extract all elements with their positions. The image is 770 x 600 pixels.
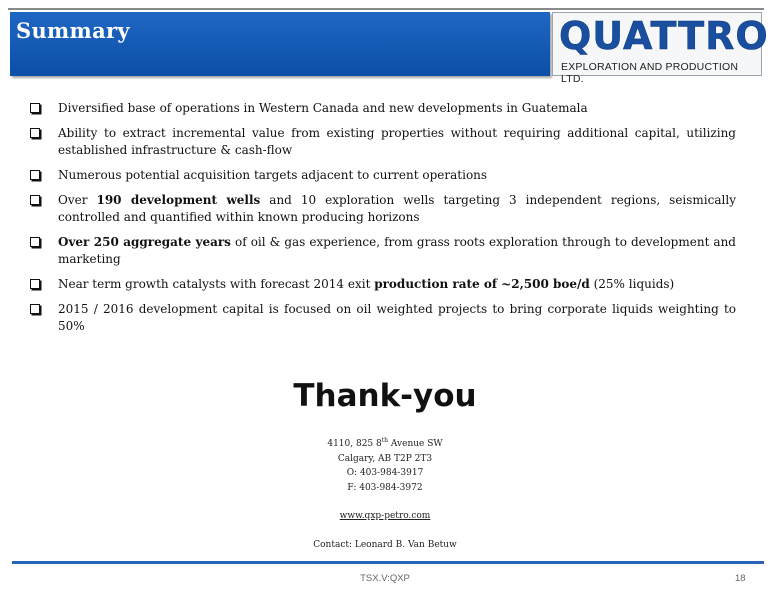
checkbox-bullet-icon <box>30 128 40 138</box>
top-rule <box>8 8 764 10</box>
bullet-item <box>28 276 736 293</box>
bullet-item <box>28 301 736 335</box>
checkbox-bullet-icon <box>30 237 40 247</box>
bullet-text: (25% liquids) <box>589 277 675 291</box>
bottom-rule <box>12 561 764 564</box>
bullet-item <box>28 100 736 117</box>
spacer <box>0 495 770 509</box>
bullet-text: Numerous potential acquisition targets adjacent to current operations <box>58 168 488 182</box>
contact-block <box>0 434 770 552</box>
header-bar <box>10 12 550 76</box>
bullet-emphasis: 190 development wells <box>96 193 261 207</box>
ordinal-suffix: th <box>381 437 389 444</box>
bullet-item <box>28 125 736 159</box>
bullet-text: Over <box>58 193 97 207</box>
bullet-text: of oil & gas experience, from grass roots exploration through to development and marketing <box>58 235 736 266</box>
bullet-text: Ability to extract incremental value from existing properties without requiring additional capital, utilizing established infrastructure & cash-flow <box>58 126 736 157</box>
bullet-text: Near term growth catalysts with forecast 2014 exit <box>58 277 375 291</box>
street-name: Avenue SW <box>388 439 443 449</box>
street-address <box>0 434 770 452</box>
checkbox-bullet-icon <box>30 304 40 314</box>
page-number: 18 <box>735 573 746 584</box>
summary-bullet-list <box>28 100 736 343</box>
spacer <box>0 524 770 538</box>
street-number: 4110, 825 8 <box>327 439 382 449</box>
footer-ticker: TSX.V:QXP <box>360 573 410 584</box>
checkbox-bullet-icon <box>30 195 40 205</box>
bullet-emphasis: Over 250 aggregate years <box>58 235 231 249</box>
checkbox-bullet-icon <box>30 279 40 289</box>
office-phone: O: 403-984-3917 <box>346 468 424 478</box>
company-logo <box>552 12 769 85</box>
bullet-text: Diversified base of operations in Western Canada and new developments in Guatemala <box>58 101 588 115</box>
logo-wordmark: QUATTRO <box>559 14 769 58</box>
bullet-text: 2015 / 2016 development capital is focused on oil weighted projects to bring corporate liquids weighting to 50% <box>58 302 736 333</box>
checkbox-bullet-icon <box>30 170 40 180</box>
logo-subtitle: EXPLORATION AND PRODUCTION LTD. <box>561 61 739 85</box>
bullet-emphasis: production rate of ~2,500 boe/d <box>374 277 590 291</box>
thank-you-heading: Thank-you <box>293 378 477 414</box>
contact-name: Contact: Leonard B. Van Betuw <box>313 539 457 550</box>
website-link[interactable]: www.qxp-petro.com <box>339 511 431 521</box>
city-line: Calgary, AB T2P 2T3 <box>337 453 433 464</box>
page-title: Summary <box>16 18 130 43</box>
bullet-text: and 10 exploration wells targeting 3 independent regions, seismically controlled and quantified within known producing horizons <box>58 193 736 224</box>
bullet-item <box>28 167 736 184</box>
checkbox-bullet-icon <box>30 103 40 113</box>
bullet-item <box>28 234 736 268</box>
fax-number: F: 403-984-3972 <box>347 482 423 493</box>
bullet-item <box>28 192 736 226</box>
